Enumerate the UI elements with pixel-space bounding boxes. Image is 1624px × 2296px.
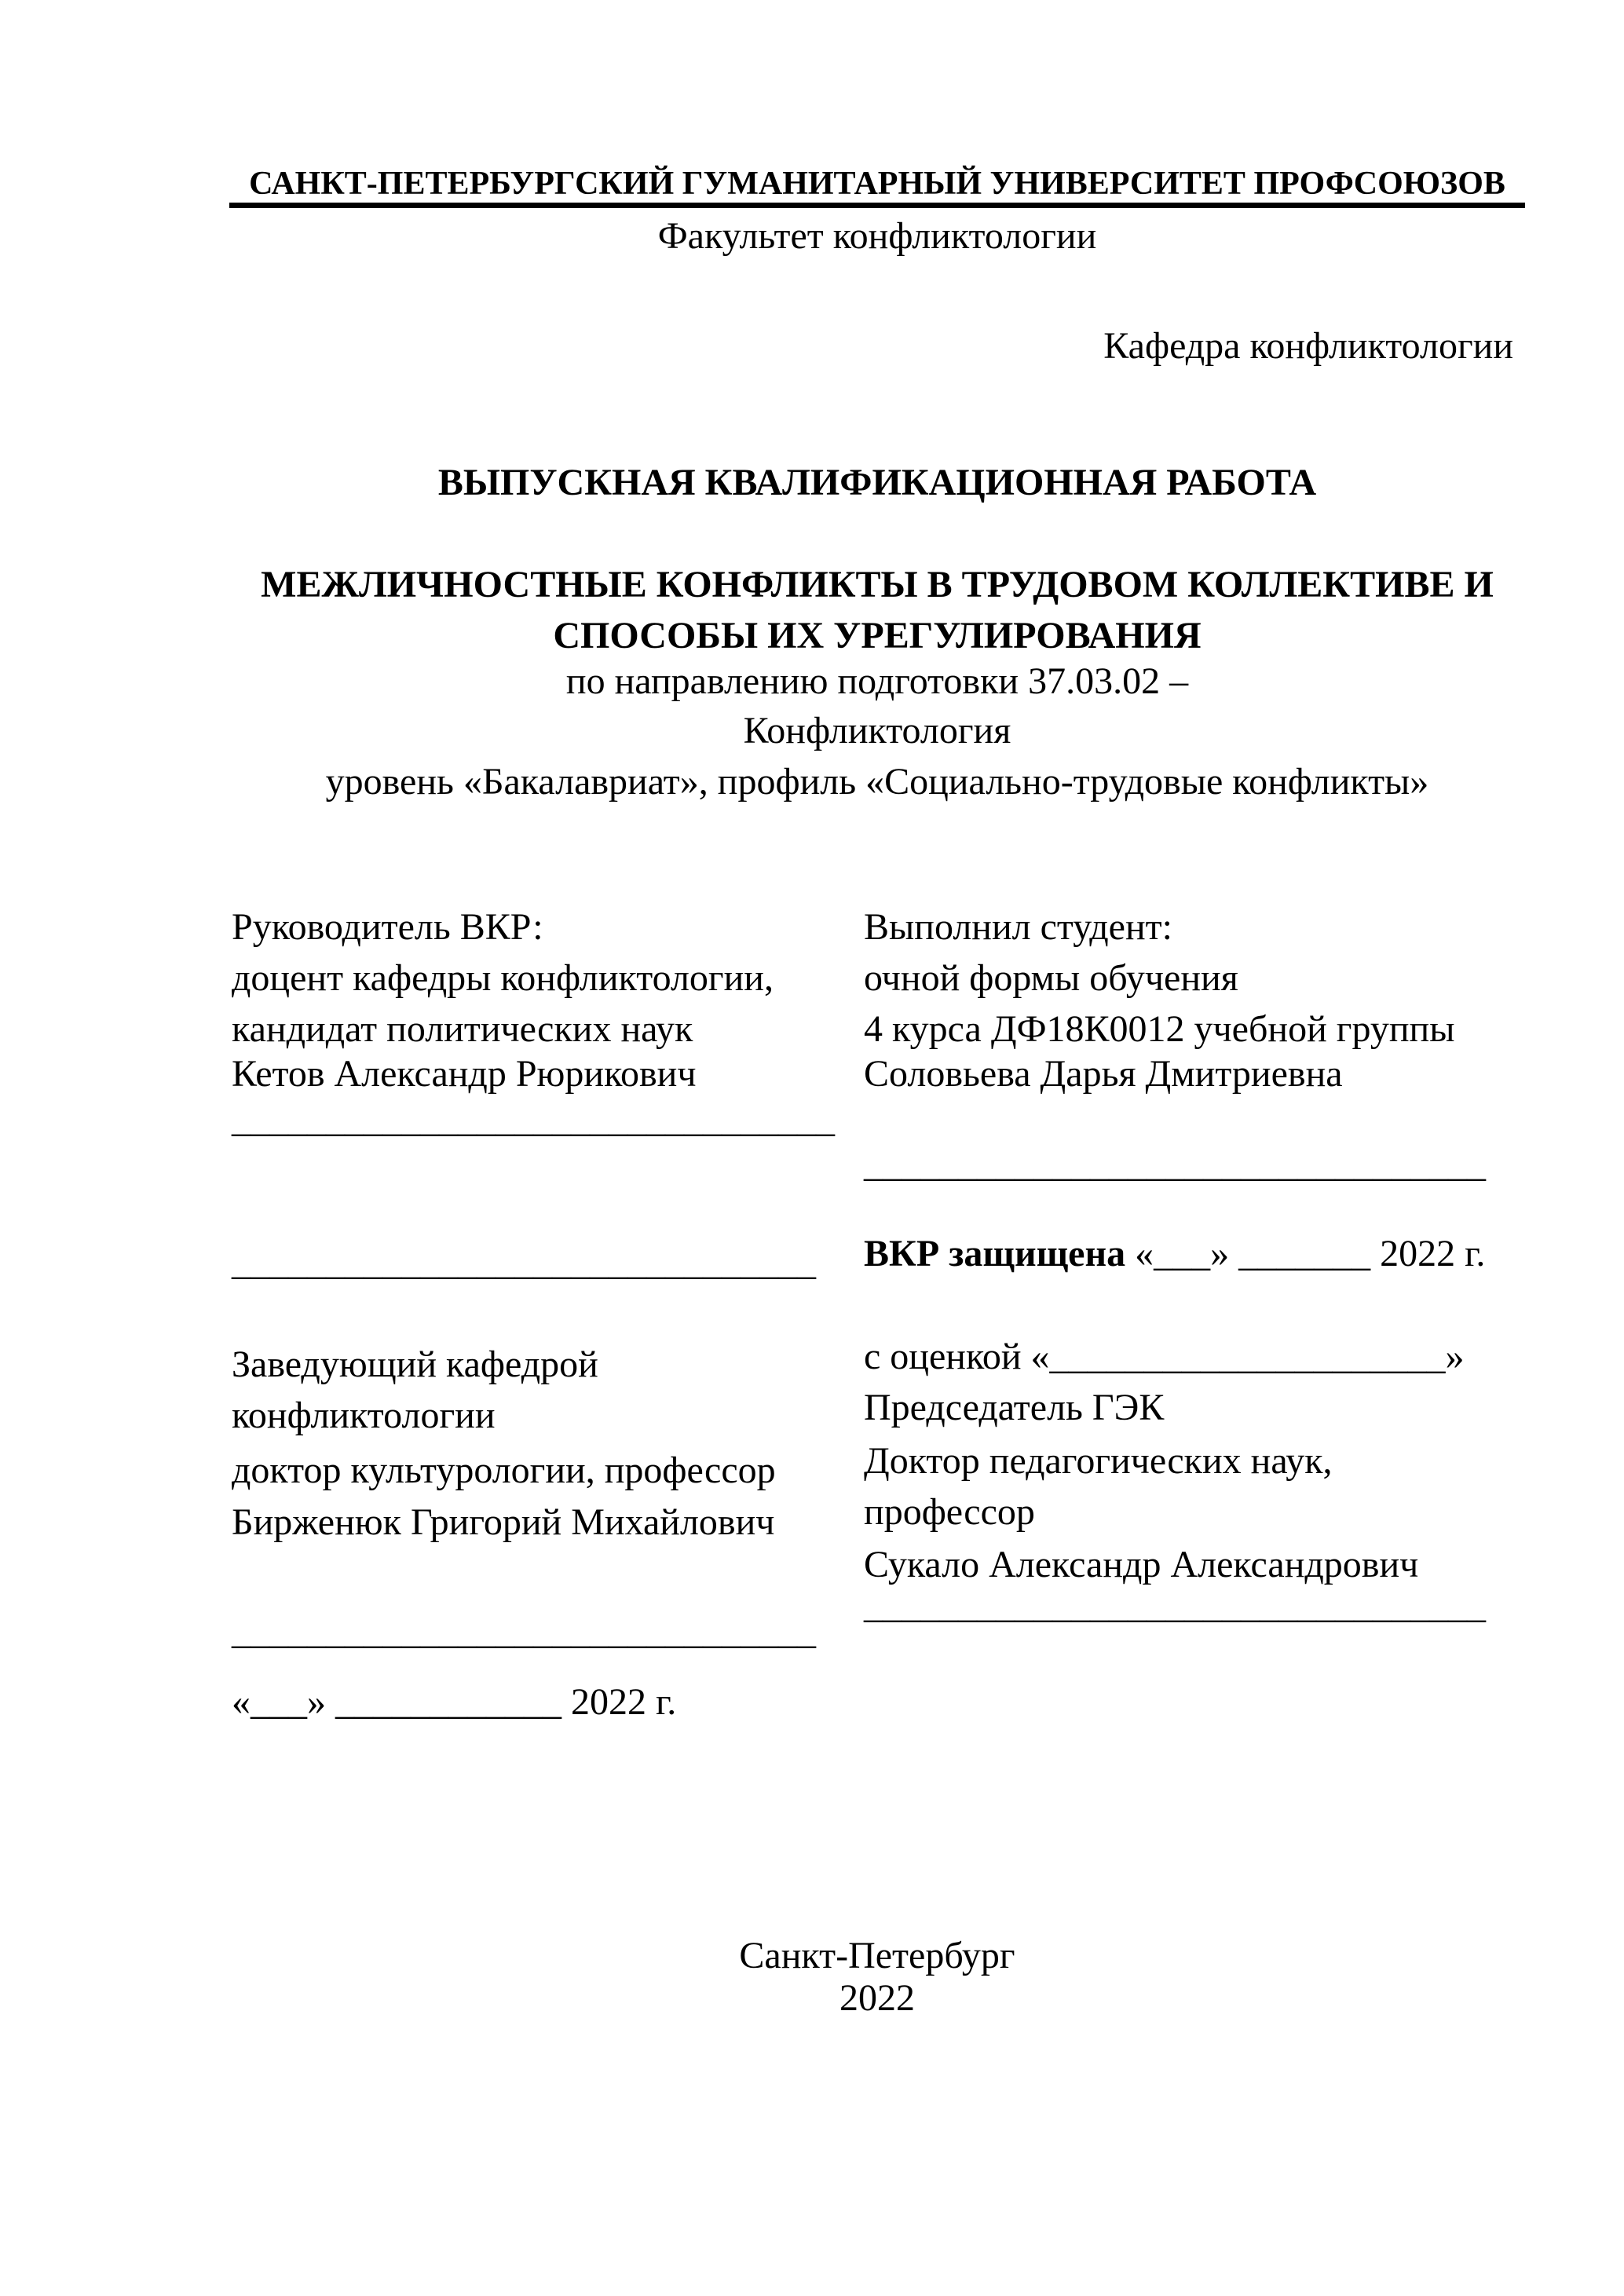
- defense-date-blank: «___» _______ 2022 г.: [1125, 1233, 1486, 1274]
- dept-head-role-2: конфликтологии: [232, 1395, 496, 1436]
- faculty-name: Факультет конфликтологии: [657, 215, 1097, 257]
- department-name: Кафедра конфликтологии: [1103, 325, 1513, 367]
- chairman-role: Председатель ГЭК: [864, 1387, 1165, 1428]
- chairman-degree-1: Доктор педагогических наук,: [864, 1440, 1333, 1482]
- dept-head-signature-line-2: _______________________________: [232, 1610, 816, 1652]
- program-direction: по направлению подготовки 37.03.02 –: [565, 660, 1189, 702]
- dept-head-degree: доктор культурологии, профессор: [232, 1450, 776, 1491]
- defense-date-line: [864, 1228, 1485, 1279]
- program-level: уровень «Бакалавриат», профиль «Социально-трудовые конфликты»: [325, 761, 1429, 803]
- thesis-title-line-2: СПОСОБЫ ИХ УРЕГУЛИРОВАНИЯ: [553, 615, 1202, 656]
- footer-year: 2022: [839, 1977, 915, 2019]
- advisor-role: Руководитель ВКР:: [232, 906, 543, 948]
- student-name: Соловьева Дарья Дмитриевна: [864, 1053, 1343, 1095]
- advisor-name: Кетов Александр Рюрикович: [232, 1053, 697, 1095]
- defense-grade-line: с оценкой «_____________________»: [864, 1336, 1465, 1377]
- thesis-title-line-1: МЕЖЛИЧНОСТНЫЕ КОНФЛИКТЫ В ТРУДОВОМ КОЛЛЕКТИВЕ И: [261, 564, 1494, 605]
- chairman-name: Сукало Александр Александрович: [864, 1544, 1419, 1585]
- student-role: Выполнил студент:: [864, 906, 1172, 948]
- advisor-position: доцент кафедры конфликтологии,: [232, 957, 774, 999]
- student-form: очной формы обучения: [864, 957, 1238, 999]
- advisor-degree: кандидат политических наук: [232, 1008, 693, 1050]
- dept-head-name: Бирженюк Григорий Михайлович: [232, 1501, 775, 1543]
- dept-head-signature-line-1: _______________________________: [232, 1241, 816, 1283]
- dept-head-role-1: Заведующий кафедрой: [232, 1344, 598, 1385]
- student-group: 4 курса ДФ18К0012 учебной группы: [864, 1008, 1455, 1050]
- university-name: САНКТ-ПЕТЕРБУРГСКИЙ ГУМАНИТАРНЫЙ УНИВЕРСИТЕТ ПРОФСОЮЗОВ: [249, 166, 1505, 202]
- advisor-signature-line: ________________________________: [232, 1099, 835, 1140]
- chairman-signature-line: _________________________________: [864, 1585, 1486, 1626]
- defense-label: ВКР защищена: [864, 1233, 1126, 1274]
- header-rule: [229, 203, 1525, 208]
- chairman-degree-2: профессор: [864, 1491, 1035, 1533]
- work-type-heading: ВЫПУСКНАЯ КВАЛИФИКАЦИОННАЯ РАБОТА: [437, 462, 1317, 503]
- program-specialty: Конфликтология: [743, 710, 1011, 751]
- footer-city: Санкт-Петербург: [739, 1935, 1015, 1976]
- dept-head-date-line: «___» ____________ 2022 г.: [232, 1681, 677, 1723]
- student-signature-line: _________________________________: [864, 1143, 1486, 1185]
